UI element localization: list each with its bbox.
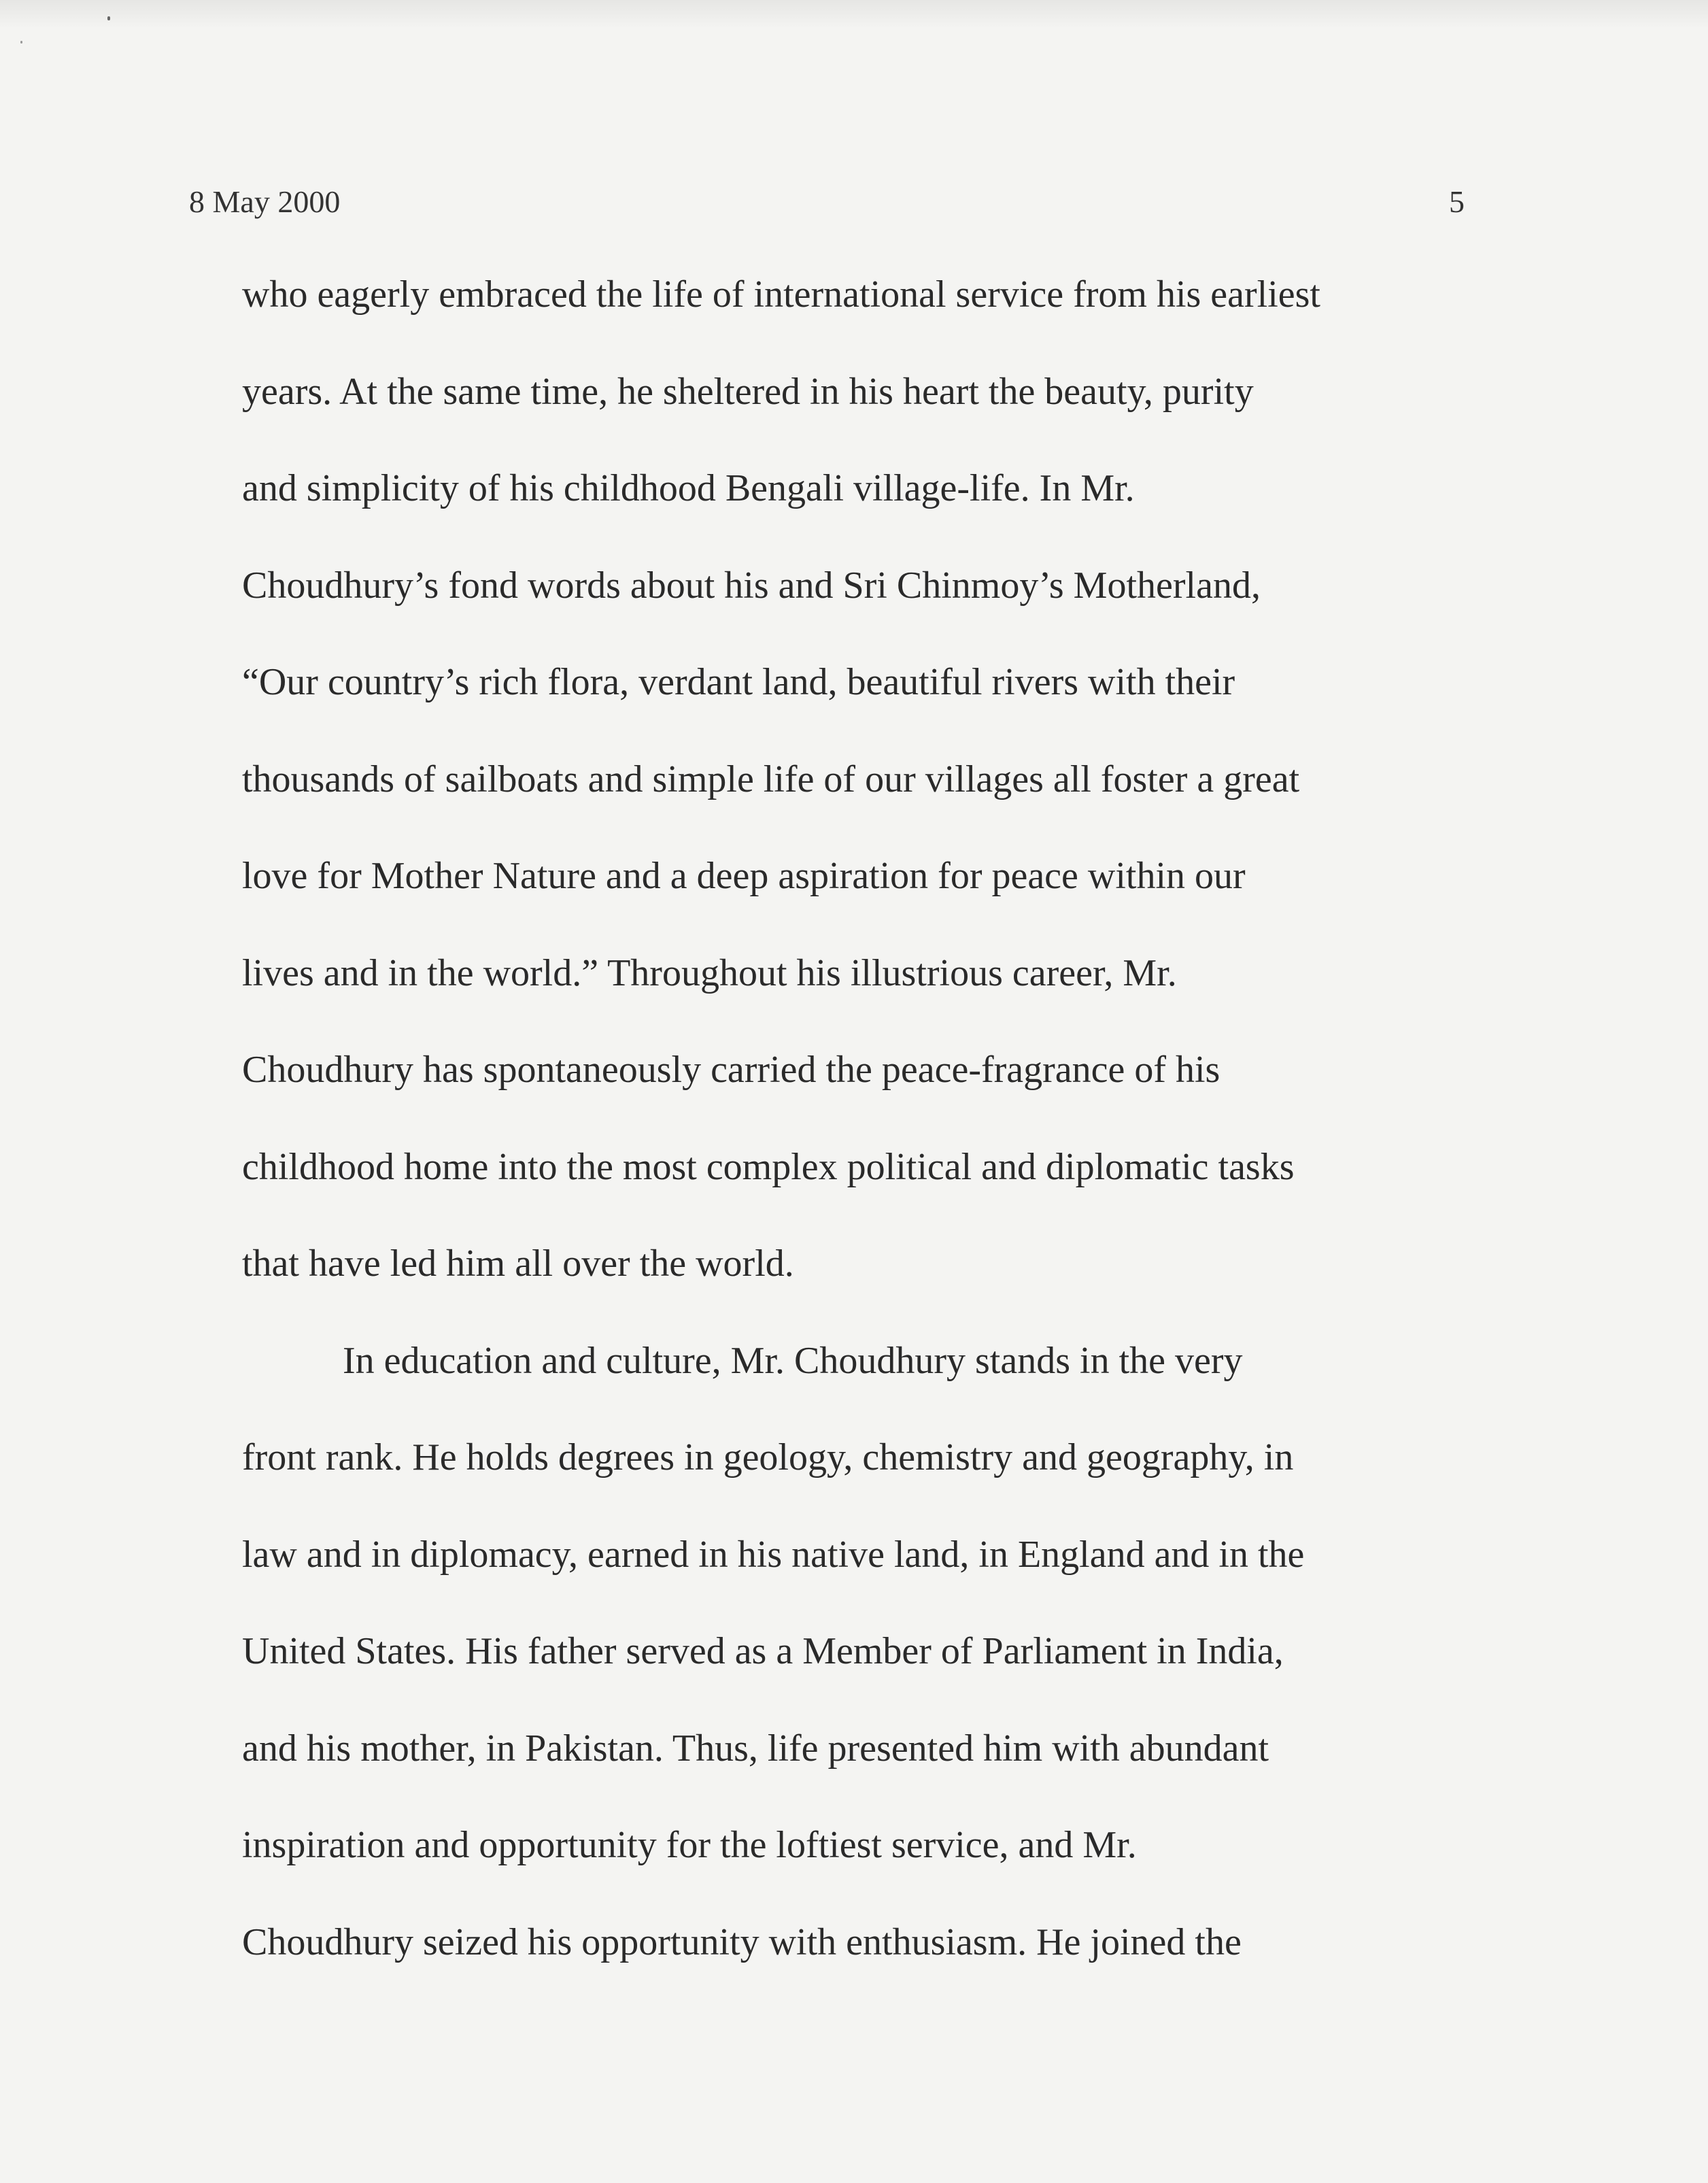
text-line: Choudhury has spontaneously carried the peace-fragrance of his bbox=[242, 1049, 1220, 1091]
text-line: and simplicity of his childhood Bengali village-life. In Mr. bbox=[242, 467, 1135, 509]
text-line: love for Mother Nature and a deep aspiration for peace within our bbox=[242, 855, 1246, 897]
text-line: United States. His father served as a Member of Parliament in India, bbox=[242, 1630, 1284, 1672]
body-text bbox=[242, 246, 1466, 1991]
scan-edge-shadow bbox=[0, 0, 1708, 29]
text-line: thousands of sailboats and simple life of our villages all foster a great bbox=[242, 758, 1300, 800]
text-line: “Our country’s rich flora, verdant land, beautiful rivers with their bbox=[242, 661, 1235, 703]
page-header bbox=[189, 184, 1465, 231]
text-line: front rank. He holds degrees in geology, chemistry and geography, in bbox=[242, 1436, 1294, 1478]
text-line: years. At the same time, he sheltered in his heart the beauty, purity bbox=[242, 370, 1254, 413]
scan-speck bbox=[107, 16, 110, 20]
text-line: childhood home into the most complex political and diplomatic tasks bbox=[242, 1145, 1295, 1188]
text-line: Choudhury seized his opportunity with enthusiasm. He joined the bbox=[242, 1920, 1242, 1963]
text-line: lives and in the world.” Throughout his illustrious career, Mr. bbox=[242, 951, 1177, 994]
text-line: that have led him all over the world. bbox=[242, 1242, 794, 1285]
text-line: Choudhury’s fond words about his and Sri Chinmoy’s Motherland, bbox=[242, 564, 1261, 607]
scan-speck bbox=[20, 41, 22, 44]
text-line: and his mother, in Pakistan. Thus, life presented him with abundant bbox=[242, 1727, 1269, 1770]
header-date: 8 May 2000 bbox=[189, 184, 341, 219]
page-number: 5 bbox=[1449, 184, 1465, 219]
text-line: inspiration and opportunity for the loftiest service, and Mr. bbox=[242, 1824, 1137, 1866]
text-line: law and in diplomacy, earned in his native land, in England and in the bbox=[242, 1533, 1305, 1576]
text-line: who eagerly embraced the life of international service from his earliest bbox=[242, 273, 1320, 316]
paragraph-start-line: In education and culture, Mr. Choudhury stands in the very bbox=[343, 1339, 1243, 1382]
